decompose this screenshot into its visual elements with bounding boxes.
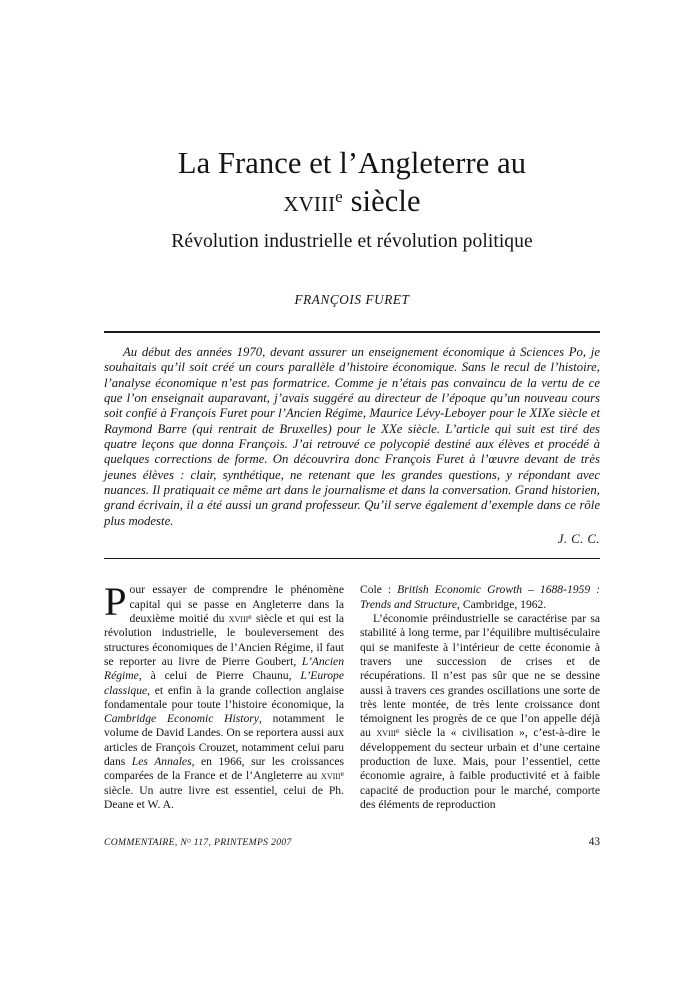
abstract-block: [104, 345, 600, 547]
page-subtitle: Révolution industrielle et révolution politique: [171, 231, 533, 252]
lc-citation-2: L’Europe classique: [104, 669, 344, 697]
rc-century-roman: xviii: [376, 726, 397, 740]
page-footer: [104, 836, 600, 848]
rc-citation-5: British Economic Growth – 1688-1959 : Trends and Structure: [360, 583, 600, 611]
left-column-paragraph: [104, 579, 344, 812]
rc-p2-part-a: L’économie préindustrielle se caractérise par sa stabilité à long terme, par l’équilibre multiséculaire qui se manifeste à l’intérieur de cette économie à travers une succession de crises et de récupérations. Il n’est pas sûr que ne se dessine aussi à travers ces grandes oscillations une sorte de très lente montée, de très lente croissance dont témoignent les progrès de ce que l’on appelle déjà au: [360, 612, 600, 740]
title-century-roman: xviii: [283, 184, 336, 218]
rule-above-abstract: [104, 331, 600, 333]
lc-part-g: siècle. Un autre livre est essentiel, celui de Ph. Deane et W. A.: [104, 783, 344, 811]
lc-citation-1: L’Ancien Régime: [104, 654, 344, 683]
page-content: [104, 0, 600, 812]
body-columns: [104, 579, 600, 812]
lc-citation-4: Les Annales: [131, 755, 192, 769]
lc-part-c: , à celui de Pierre Chaunu,: [138, 669, 301, 683]
right-column-continuation: [360, 583, 600, 612]
title-century-ordinal: e: [335, 187, 343, 207]
title-block: [104, 0, 600, 254]
footer-page-number: 43: [588, 836, 600, 848]
rc-part-a: Cole :: [360, 583, 398, 597]
page-title: [104, 144, 600, 220]
lc-part-d: , et enfin à la grande collection anglaise fondamentale pour toute l’histoire économique, la: [104, 683, 344, 711]
author-byline: FRANÇOIS FURET: [294, 292, 410, 307]
footer-numero-ordinal: o: [187, 837, 192, 845]
rc-p2-part-b: siècle la « civilisation », c’est-à-dire le développement du secteur urbain et d’une certaine production de luxe. Mais, pour l’essentiel, cette économie agraire, à faible productivité et à faible capacité de production pour le marché, comporte des éléments de reproduction: [360, 726, 600, 811]
footer-journal-part-b: 117, PRINTEMPS 2007: [191, 837, 292, 848]
right-column: [360, 583, 600, 812]
rc-century-ordinal: e: [396, 726, 400, 736]
lc-citation-3: Cambridge Economic History: [104, 712, 259, 726]
left-column: [104, 579, 344, 812]
lc-century-ordinal-2: e: [340, 769, 344, 779]
lc-part-f: , en 1966, sur les croissances comparées de la France et de l’Angleterre au: [104, 755, 344, 783]
lc-part-b: siècle et qui est la révolution industrielle, le bouleversement des structures économiques de l’Ancien Régime, il faut se reporter au livre de Pierre Goubert,: [104, 612, 344, 668]
abstract-text: Au début des années 1970, devant assurer un enseignement économique à Sciences Po, je souhaitais qu’il soit créé un cours parallèle d’histoire économique. Sans le recul de l’histoire, l’analyse économique n’est pas formatrice. Comme je n’étais pas convaincu de la vertu de ce que l’on enseignait auparavant, j’avais suggéré au directeur de l’époque qu’un nouveau cours soit confié à François Furet pour l’Ancien Régime, Maurice Lévy-Leboyer pour le XIXe siècle et Raymond Barre (qui rentrait de Bruxelles) pour le XXe siècle. L’article qui suit est tiré des quatre leçons que donna François. J’ai retrouvé ce polycopié destiné aux élèves et procédé à quelques corrections de forme. On découvrira donc François Furet à l’œuvre devant de très jeunes élèves : clair, synthétique, ne retenant que les grandes questions, y répondant avec nuances. Il pratiquait ce même art dans le journalisme et dans la conversation. Grand historien, grand écrivain, il a été aussi un grand professeur. Qu’il serve également d’exemple dans ce rôle plus modeste.: [104, 345, 600, 528]
rule-below-abstract: [104, 558, 600, 559]
lc-part-a: Pour essayer de comprendre le phénomène capital qui se passe en Angleterre dans la deuxième moitié du: [104, 579, 344, 626]
rc-part-b: , Cambridge, 1962.: [457, 597, 547, 611]
title-line-1: La France et l’Angleterre au: [177, 146, 527, 180]
title-line-2: [104, 182, 600, 220]
lc-century-ordinal: e: [248, 611, 252, 621]
abstract-signature: J. C. C.: [557, 532, 600, 547]
lc-century-roman: xviii: [228, 612, 249, 626]
right-column-paragraph: [360, 612, 600, 812]
footer-journal-reference: [104, 837, 292, 848]
title-century-rest: siècle: [342, 184, 421, 218]
lc-century-roman-2: xviii: [321, 769, 341, 783]
lc-part-e: , notamment le volume de David Landes. On se reportera aussi aux articles de François Crouzet, notamment celui paru dans: [104, 712, 344, 769]
footer-journal-part-a: COMMENTAIRE, N: [104, 837, 188, 848]
